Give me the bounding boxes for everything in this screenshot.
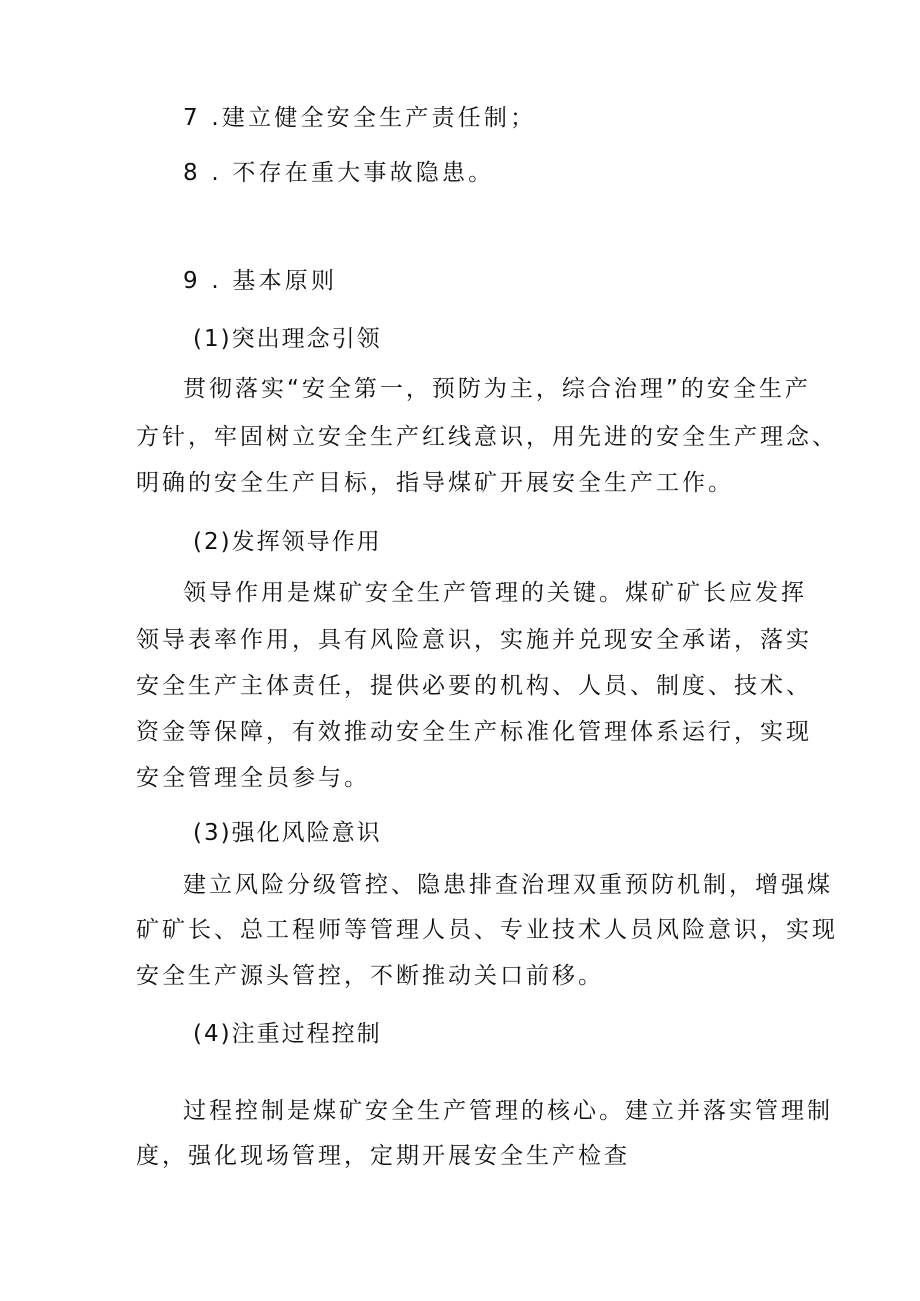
list-text: . 基本原则 bbox=[200, 268, 338, 294]
paragraph-line: 领导表率作用，具有风险意识，实施并兑现安全承诺，落实 bbox=[136, 627, 812, 653]
list-number: 7 bbox=[183, 105, 201, 131]
section-heading-3: (3)强化风险意识 bbox=[193, 820, 382, 846]
paragraph-line: 资金等保障，有效推动安全生产标准化管理体系运行，实现 bbox=[136, 719, 812, 745]
paragraph-line: 建立风险分级管控、隐患排查治理双重预防机制，增强煤 bbox=[183, 872, 833, 898]
list-text: . 不存在重大事故隐患。 bbox=[200, 160, 495, 186]
section-heading-2: (2)发挥领导作用 bbox=[193, 529, 382, 555]
paragraph-line: 安全生产主体责任，提供必要的机构、人员、制度、技术、 bbox=[136, 673, 812, 699]
paragraph-line: 安全生产源头管控，不断推动关口前移。 bbox=[136, 963, 604, 989]
paragraph-line: 领导作用是煤矿安全生产管理的关键。煤矿矿长应发挥 bbox=[183, 580, 807, 606]
list-number: 8 bbox=[183, 160, 201, 186]
list-number: 9 bbox=[183, 268, 201, 294]
paragraph-line: 明确的安全生产目标，指导煤矿开展安全生产工作。 bbox=[136, 470, 734, 496]
paragraph-line: 度，强化现场管理，定期开展安全生产检查 bbox=[136, 1143, 630, 1169]
paragraph-line: 安全管理全员参与。 bbox=[136, 765, 370, 791]
paragraph-line: 矿矿长、总工程师等管理人员、专业技术人员风险意识，实现 bbox=[136, 917, 838, 943]
list-item-9 bbox=[183, 266, 337, 296]
paragraph-line: 过程控制是煤矿安全生产管理的核心。建立并落实管理制 bbox=[183, 1098, 833, 1124]
section-heading-1: (1)突出理念引领 bbox=[193, 326, 382, 352]
list-text: .建立健全安全生产责任制； bbox=[200, 105, 537, 131]
list-item-7 bbox=[183, 103, 536, 133]
section-heading-4: (4)注重过程控制 bbox=[193, 1021, 382, 1047]
list-item-8 bbox=[183, 158, 494, 188]
paragraph-line: 方针，牢固树立安全生产红线意识，用先进的安全生产理念、 bbox=[136, 424, 838, 450]
paragraph-line: 贯彻落实“安全第一，预防为主，综合治理”的安全生产 bbox=[183, 376, 811, 402]
